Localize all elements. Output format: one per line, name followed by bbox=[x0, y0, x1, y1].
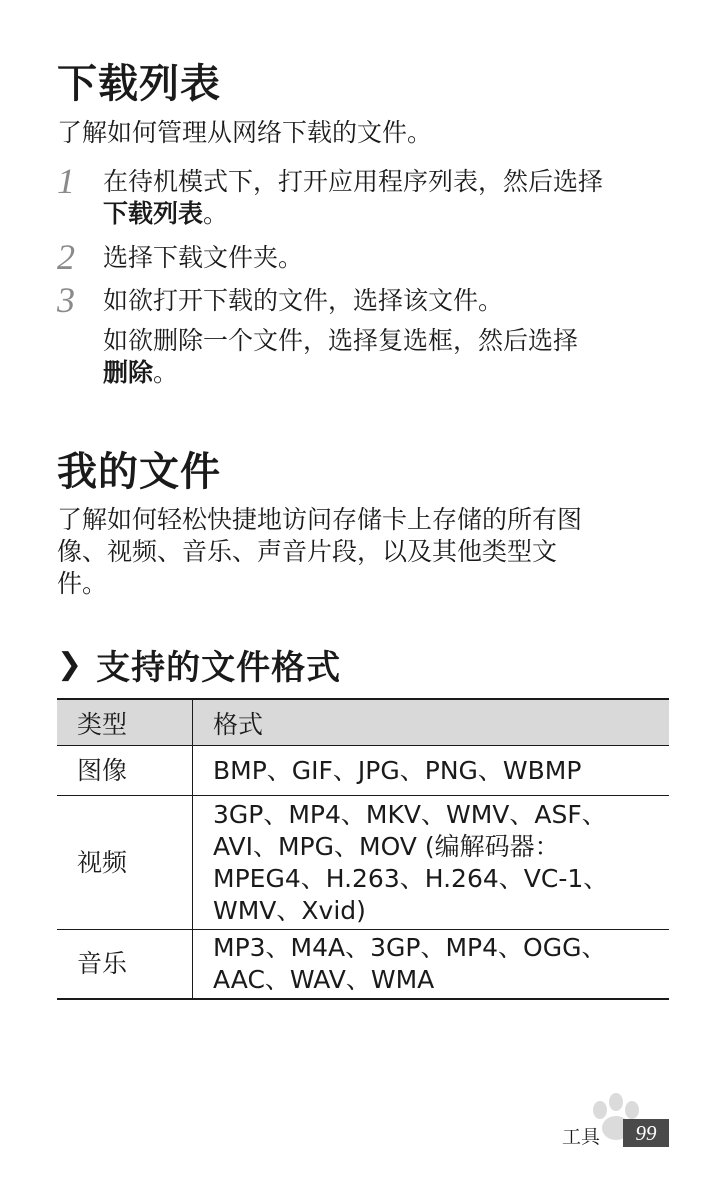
cell-type: 图像 bbox=[57, 746, 193, 796]
cell-formats bbox=[193, 746, 670, 796]
subheading-supported-formats bbox=[57, 640, 341, 689]
page-number: 99 bbox=[635, 1120, 657, 1145]
cell-type: 视频 bbox=[57, 796, 193, 930]
header-format: 格式 bbox=[193, 699, 670, 746]
step-1-emphasis bbox=[103, 198, 683, 230]
heading-my-files: 我的文件 bbox=[57, 449, 221, 495]
format-line: AVI、MPG、MOV (编解码器： bbox=[213, 831, 560, 861]
format-line: WMV、Xvid) bbox=[213, 895, 366, 925]
format-line: 3GP、MP4、MKV、WMV、ASF、 bbox=[213, 799, 607, 829]
download-intro: 了解如何管理从网络下载的文件。 bbox=[57, 118, 433, 147]
table-row bbox=[57, 930, 669, 1000]
chevron-right-icon: ❯ bbox=[57, 647, 83, 682]
step-3-number: 3 bbox=[57, 280, 75, 320]
page-number-badge bbox=[623, 1119, 669, 1147]
my-files-intro bbox=[57, 504, 582, 600]
table-row bbox=[57, 796, 669, 930]
step-1-after: 。 bbox=[203, 199, 229, 228]
step-1-bold: 下载列表 bbox=[103, 199, 204, 228]
table-row bbox=[57, 746, 669, 796]
cell-formats bbox=[193, 930, 670, 1000]
step-3-after: 。 bbox=[153, 358, 179, 387]
cell-type: 音乐 bbox=[57, 930, 193, 1000]
intro-line-3: 件。 bbox=[57, 569, 108, 598]
format-line: MPEG4、H.263、H.264、VC-1、 bbox=[213, 863, 609, 893]
header-type: 类型 bbox=[57, 699, 193, 746]
heading-download-list: 下载列表 bbox=[57, 61, 221, 107]
step-1-number: 1 bbox=[57, 161, 75, 201]
watermark-logo-icon bbox=[520, 1080, 710, 1160]
step-2-number: 2 bbox=[57, 237, 75, 277]
step-3-text bbox=[103, 285, 683, 389]
footer-chapter-label: 工具 bbox=[562, 1126, 601, 1148]
step-3-bold: 删除 bbox=[103, 358, 154, 387]
intro-line-2: 像、视频、音乐、声音片段，以及其他类型文 bbox=[57, 537, 558, 566]
step-3-line: 如欲打开下载的文件，选择该文件。 bbox=[103, 286, 504, 315]
intro-line-1: 了解如何轻松快捷地访问存储卡上存储的所有图 bbox=[57, 505, 583, 534]
formats-table bbox=[57, 698, 669, 1000]
step-3-line2: 如欲删除一个文件，选择复选框，然后选择 bbox=[103, 326, 579, 355]
format-line: BMP、GIF、JPG、PNG、WBMP bbox=[213, 755, 582, 785]
format-line: AAC、WAV、WMA bbox=[213, 965, 435, 994]
format-line: MP3、M4A、3GP、MP4、OGG、 bbox=[213, 933, 607, 962]
step-2-text: 选择下载文件夹。 bbox=[103, 243, 304, 272]
step-3-emphasis bbox=[103, 357, 683, 389]
cell-formats bbox=[193, 796, 670, 930]
step-1-text bbox=[103, 166, 683, 230]
subheading-text: 支持的文件格式 bbox=[96, 648, 342, 688]
table-header-row bbox=[57, 699, 669, 746]
step-1-line: 在待机模式下，打开应用程序列表，然后选择 bbox=[103, 167, 604, 196]
